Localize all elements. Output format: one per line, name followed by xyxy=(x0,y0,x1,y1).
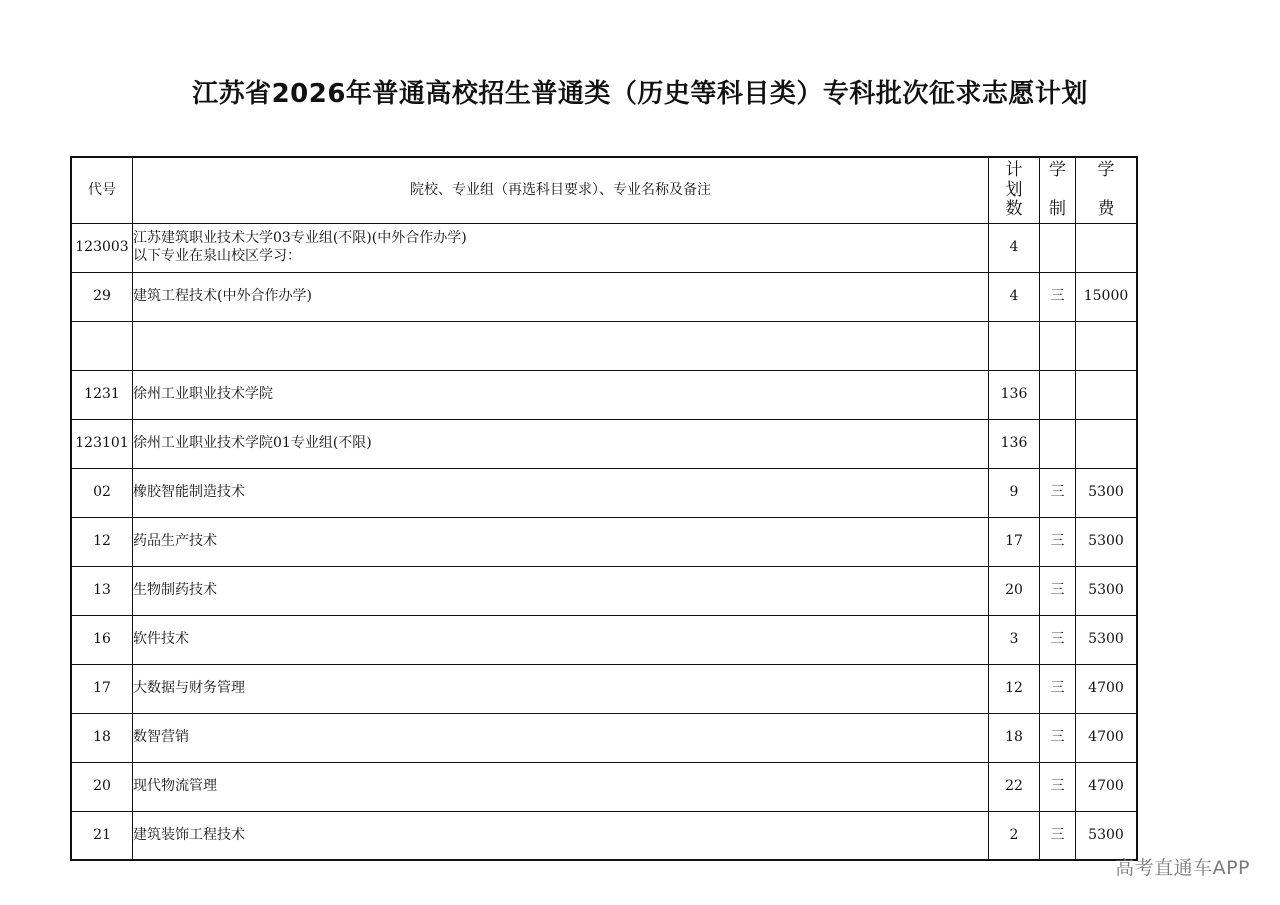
cell-fee: 5300 xyxy=(1076,811,1138,860)
header-fee-char-2: 费 xyxy=(1097,199,1115,220)
cell-plan xyxy=(989,321,1040,370)
cell-fee: 4700 xyxy=(1076,762,1138,811)
header-years-char-1: 学 xyxy=(1049,160,1066,181)
table-header-row xyxy=(71,157,1137,223)
header-fee xyxy=(1076,157,1138,223)
header-plan-char-2: 划 xyxy=(1005,179,1023,200)
cell-plan: 9 xyxy=(989,468,1040,517)
cell-code: 02 xyxy=(71,468,133,517)
cell-name: 建筑装饰工程技术 xyxy=(133,811,989,860)
table-row xyxy=(71,713,1137,762)
cell-years: 三 xyxy=(1040,566,1076,615)
cell-name: 橡胶智能制造技术 xyxy=(133,468,989,517)
cell-plan: 136 xyxy=(989,419,1040,468)
table-row xyxy=(71,615,1137,664)
table-row xyxy=(71,370,1137,419)
cell-years xyxy=(1040,321,1076,370)
cell-plan: 12 xyxy=(989,664,1040,713)
header-fee-char-1: 学 xyxy=(1097,160,1115,181)
cell-name: 药品生产技术 xyxy=(133,517,989,566)
cell-plan: 17 xyxy=(989,517,1040,566)
cell-years: 三 xyxy=(1040,517,1076,566)
cell-name: 数智营销 xyxy=(133,713,989,762)
enrollment-plan-table xyxy=(70,156,1138,861)
header-years-char-2: 制 xyxy=(1049,199,1066,220)
cell-code: 17 xyxy=(71,664,133,713)
cell-fee: 5300 xyxy=(1076,517,1138,566)
cell-name: 大数据与财务管理 xyxy=(133,664,989,713)
cell-fee: 4700 xyxy=(1076,664,1138,713)
cell-code: 21 xyxy=(71,811,133,860)
cell-plan: 4 xyxy=(989,223,1040,272)
cell-note-text: 以下专业在泉山校区学习： xyxy=(133,248,301,264)
table-row xyxy=(71,762,1137,811)
cell-years: 三 xyxy=(1040,468,1076,517)
cell-years: 三 xyxy=(1040,615,1076,664)
cell-code: 29 xyxy=(71,272,133,321)
table-row xyxy=(71,223,1137,272)
cell-fee: 15000 xyxy=(1076,272,1138,321)
header-code: 代号 xyxy=(71,157,133,223)
cell-years: 三 xyxy=(1040,811,1076,860)
header-name: 院校、专业组（再选科目要求）、专业名称及备注 xyxy=(133,157,989,223)
cell-years xyxy=(1040,370,1076,419)
table-row xyxy=(71,272,1137,321)
cell-fee xyxy=(1076,321,1138,370)
cell-plan: 136 xyxy=(989,370,1040,419)
header-plan-count xyxy=(989,157,1040,223)
table-row xyxy=(71,566,1137,615)
cell-fee: 5300 xyxy=(1076,468,1138,517)
table-row xyxy=(71,419,1137,468)
cell-code: 20 xyxy=(71,762,133,811)
cell-name xyxy=(133,321,989,370)
cell-name-text: 江苏建筑职业技术大学03专业组(不限)(中外合作办学) xyxy=(133,230,467,246)
cell-plan: 22 xyxy=(989,762,1040,811)
cell-plan: 2 xyxy=(989,811,1040,860)
cell-years: 三 xyxy=(1040,713,1076,762)
cell-fee xyxy=(1076,419,1138,468)
cell-years: 三 xyxy=(1040,762,1076,811)
cell-code xyxy=(71,321,133,370)
header-plan-char-1: 计 xyxy=(1005,160,1023,181)
cell-name: 徐州工业职业技术学院01专业组(不限) xyxy=(133,419,989,468)
cell-name: 现代物流管理 xyxy=(133,762,989,811)
cell-years: 三 xyxy=(1040,664,1076,713)
table-row xyxy=(71,811,1137,860)
cell-years: 三 xyxy=(1040,272,1076,321)
cell-code: 16 xyxy=(71,615,133,664)
cell-name: 生物制药技术 xyxy=(133,566,989,615)
cell-years xyxy=(1040,223,1076,272)
header-years xyxy=(1040,157,1076,223)
header-plan-char-3: 数 xyxy=(1005,199,1023,220)
cell-code: 123101 xyxy=(71,419,133,468)
table-row-empty xyxy=(71,321,1137,370)
cell-code: 1231 xyxy=(71,370,133,419)
cell-fee: 5300 xyxy=(1076,566,1138,615)
table-row xyxy=(71,517,1137,566)
cell-name: 建筑工程技术(中外合作办学) xyxy=(133,272,989,321)
cell-plan: 4 xyxy=(989,272,1040,321)
watermark-text: 高考直通车APP xyxy=(1115,857,1250,879)
cell-fee: 4700 xyxy=(1076,713,1138,762)
table-row xyxy=(71,468,1137,517)
cell-plan: 18 xyxy=(989,713,1040,762)
document-title: 江苏省2026年普通高校招生普通类（历史等科目类）专科批次征求志愿计划 xyxy=(192,79,1088,109)
cell-fee: 5300 xyxy=(1076,615,1138,664)
cell-name: 徐州工业职业技术学院 xyxy=(133,370,989,419)
cell-code: 12 xyxy=(71,517,133,566)
cell-plan: 20 xyxy=(989,566,1040,615)
cell-name: 软件技术 xyxy=(133,615,989,664)
cell-fee xyxy=(1076,370,1138,419)
cell-fee xyxy=(1076,223,1138,272)
cell-name xyxy=(133,223,989,272)
cell-years xyxy=(1040,419,1076,468)
table-row xyxy=(71,664,1137,713)
cell-plan: 3 xyxy=(989,615,1040,664)
cell-code: 123003 xyxy=(71,223,133,272)
cell-code: 13 xyxy=(71,566,133,615)
cell-code: 18 xyxy=(71,713,133,762)
